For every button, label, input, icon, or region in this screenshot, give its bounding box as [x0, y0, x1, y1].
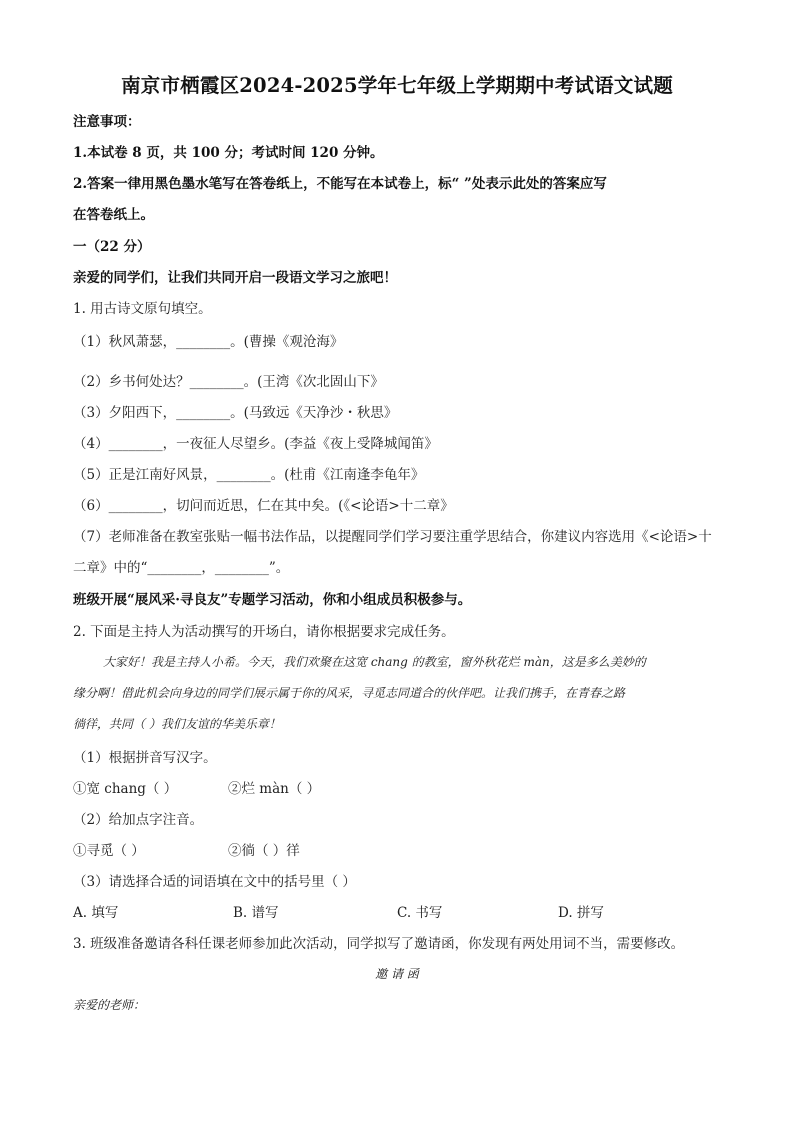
question-1-item: （1）秋风萧瑟，________。(曹操《观沧海》: [73, 334, 344, 350]
option-d: D. 拼写: [558, 905, 604, 921]
question-1-item: （2）乡书何处达？________。(王湾《次北固山下》: [73, 374, 384, 390]
opening-speech-line: 徜徉，共同（ ）我们友谊的华美乐章！: [73, 717, 281, 731]
section-heading-1: 一（22 分）: [73, 239, 151, 255]
section-intro-2: 班级开展“展风采·寻良友”专题学习活动，你和小组成员积极参与。: [73, 592, 472, 608]
question-2-sub-1-a: ①宽 chang（ ）: [73, 781, 178, 797]
question-1-item: （5）正是江南好风景，________。(杜甫《江南逢李龟年》: [73, 467, 425, 483]
question-2-sub-1: （1）根据拼音写汉字。: [73, 750, 217, 766]
question-1-item: 二章》中的“________，________”。: [73, 560, 290, 576]
notice-item-2-line-1: 2.答案一律用黑色墨水笔写在答卷纸上，不能写在本试卷上，标“ ”处表示此处的答案应写: [73, 176, 607, 192]
question-2-sub-2-a: ①寻觅（ ）: [73, 843, 145, 859]
question-1-item: （4）________，一夜征人尽望乡。(李益《夜上受降城闻笛》: [73, 436, 438, 452]
opening-speech-line: 大家好！我是主持人小希。今天，我们欢聚在这宽 chang 的教室，窗外秋花烂 màn，这是多么美妙的: [103, 655, 646, 669]
question-2-sub-3: （3）请选择合适的词语填在文中的括号里（ ）: [73, 874, 356, 890]
opening-speech-line: 缘分啊！借此机会向身边的同学们展示属于你的风采，寻觅志同道合的伙伴吧。让我们携手，在青春之路: [73, 686, 626, 700]
notice-item-1: 1.本试卷 8 页，共 100 分；考试时间 120 分钟。: [73, 145, 384, 161]
question-1-item: （6）________，切问而近思，仁在其中矣。(《<论语>十二章》: [73, 498, 454, 514]
question-3-stem: 3. 班级准备邀请各科任课老师参加此次活动，同学拟写了邀请函，你发现有两处用词不当，需要修改。: [73, 936, 685, 952]
question-2-sub-1-b: ②烂 màn（ ）: [228, 781, 321, 797]
question-1-item: （3）夕阳西下，________。(马致远《天净沙・秋思》: [73, 405, 398, 421]
question-2-sub-2-b: ②徜（ ）徉: [228, 843, 300, 859]
option-c: C. 书写: [397, 905, 443, 921]
section-intro-1: 亲爱的同学们，让我们共同开启一段语文学习之旅吧！: [73, 270, 397, 286]
notice-heading: 注意事项：: [73, 114, 141, 130]
invitation-title: 邀 请 函: [375, 967, 419, 981]
question-1-stem: 1. 用古诗文原句填空。: [73, 301, 212, 317]
notice-item-2-line-2: 在答卷纸上。: [73, 207, 154, 223]
option-a: A. 填写: [73, 905, 119, 921]
invitation-salutation: 亲爱的老师：: [73, 998, 146, 1012]
question-1-item: （7）老师准备在教室张贴一幅书法作品，以提醒同学们学习要注重学思结合，你建议内容选用《<论语>十: [73, 529, 712, 545]
document-title: 南京市栖霞区2024-2025学年七年级上学期期中考试语文试题: [121, 74, 673, 97]
question-2-sub-2: （2）给加点字注音。: [73, 812, 204, 828]
question-2-stem: 2. 下面是主持人为活动撰写的开场白，请你根据要求完成任务。: [73, 624, 455, 640]
option-b: B. 谱写: [233, 905, 279, 921]
